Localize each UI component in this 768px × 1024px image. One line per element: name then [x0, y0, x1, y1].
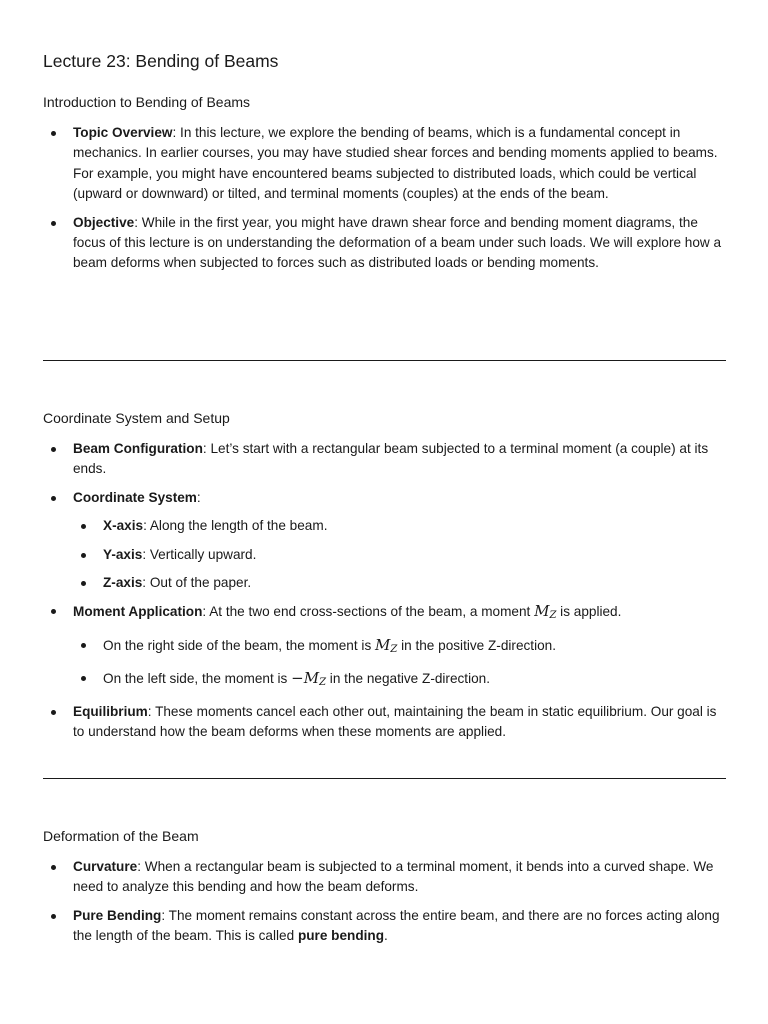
list-item-z-axis	[73, 573, 726, 593]
list-item-topic-overview	[43, 123, 726, 205]
section-heading-deformation: Deformation of the Beam	[43, 828, 199, 844]
term-y-axis: Y-axis	[103, 546, 143, 562]
text-left-side-after: in the negative Z-direction.	[326, 671, 490, 687]
list-item-y-axis	[73, 545, 726, 565]
term-x-axis: X-axis	[103, 518, 144, 534]
deformation-list	[43, 857, 726, 955]
math-left-neg-mz: $-M_Z$	[291, 669, 327, 689]
term-beam-configuration: Beam Configuration	[73, 441, 203, 456]
text-coordinate-system: :	[196, 489, 201, 505]
term-z-axis: Z-axis	[103, 575, 143, 591]
emphasis-pure-bending: pure bending	[297, 928, 385, 944]
term-moment-application: Moment Application	[73, 604, 203, 620]
text-left-side-before: On the left side, the moment is	[103, 671, 292, 687]
term-objective: Objective	[73, 214, 135, 230]
text-beam-configuration: : Let’s start with a rectangular beam subjected to a terminal moment (a couple) at its ends.	[73, 441, 709, 477]
list-item-pure-bending	[43, 906, 726, 947]
text-pure-bending-end: .	[384, 928, 388, 944]
list-item-equilibrium	[43, 702, 726, 743]
axes-sublist	[73, 516, 726, 593]
text-right-side-after: in the positive Z-direction.	[397, 637, 556, 653]
text-x-axis: : Along the length of the beam.	[143, 518, 328, 534]
term-equilibrium: Equilibrium	[73, 703, 148, 719]
list-item-coordinate-system	[43, 488, 726, 594]
text-objective: : While in the first year, you might have drawn shear force and bending moment diagrams, the focus of this lecture is on understanding the deformation of a beam under such loads. We will explore how a beam deforms when subjected to forces such as distributed loads or bending moments.	[73, 214, 722, 271]
text-topic-overview: : In this lecture, we explore the bending of beams, which is a fundamental concept in mechanics. In earlier courses, you may have studied shear forces and bending moments applied to beams. For example, you might have encountered beams subjected to distributed loads, which could be vertical (upward or downward) or tilted, and terminal moments (couples) at the ends of the beam.	[73, 125, 718, 202]
section-divider	[43, 360, 726, 361]
section-heading-coordinate-system: Coordinate System and Setup	[43, 410, 230, 426]
list-item-x-axis	[73, 516, 726, 536]
section-heading-introduction: Introduction to Bending of Beams	[43, 94, 251, 110]
text-curvature: : When a rectangular beam is subjected to a terminal moment, it bends into a curved shape. We need to analyze this bending and how the beam deforms.	[73, 859, 714, 895]
text-moment-application-after: is applied.	[556, 604, 622, 620]
list-item-beam-configuration	[43, 439, 726, 480]
section-divider	[43, 778, 726, 779]
list-item-right-side-moment	[73, 635, 726, 660]
term-topic-overview: Topic Overview	[73, 125, 173, 140]
list-item-left-side-moment	[73, 668, 726, 693]
text-y-axis: : Vertically upward.	[142, 546, 257, 562]
text-right-side-before: On the right side of the beam, the moment is	[103, 637, 376, 653]
text-equilibrium: : These moments cancel each other out, maintaining the beam in static equilibrium. Our goal is to understand how the beam deforms when these moments are applied.	[73, 703, 717, 740]
list-item-curvature	[43, 857, 726, 898]
text-z-axis: : Out of the paper.	[142, 575, 252, 591]
term-pure-bending: Pure Bending	[73, 907, 162, 923]
text-pure-bending: : The moment remains constant across the entire beam, and there are no forces acting along the length of the beam. This is called	[73, 907, 720, 944]
math-moment-mz: $M_Z$	[534, 602, 557, 622]
math-right-mz: $M_Z$	[375, 635, 398, 655]
coordinate-system-list	[43, 439, 726, 750]
text-moment-application-before: : At the two end cross-sections of the beam, a moment	[202, 604, 535, 620]
moment-sublist	[73, 635, 726, 694]
term-coordinate-system: Coordinate System	[73, 489, 197, 505]
term-curvature: Curvature	[73, 859, 138, 874]
list-item-objective	[43, 213, 726, 274]
list-item-moment-application	[43, 601, 726, 693]
page-title: Lecture 23: Bending of Beams	[43, 51, 279, 71]
introduction-list	[43, 123, 726, 282]
